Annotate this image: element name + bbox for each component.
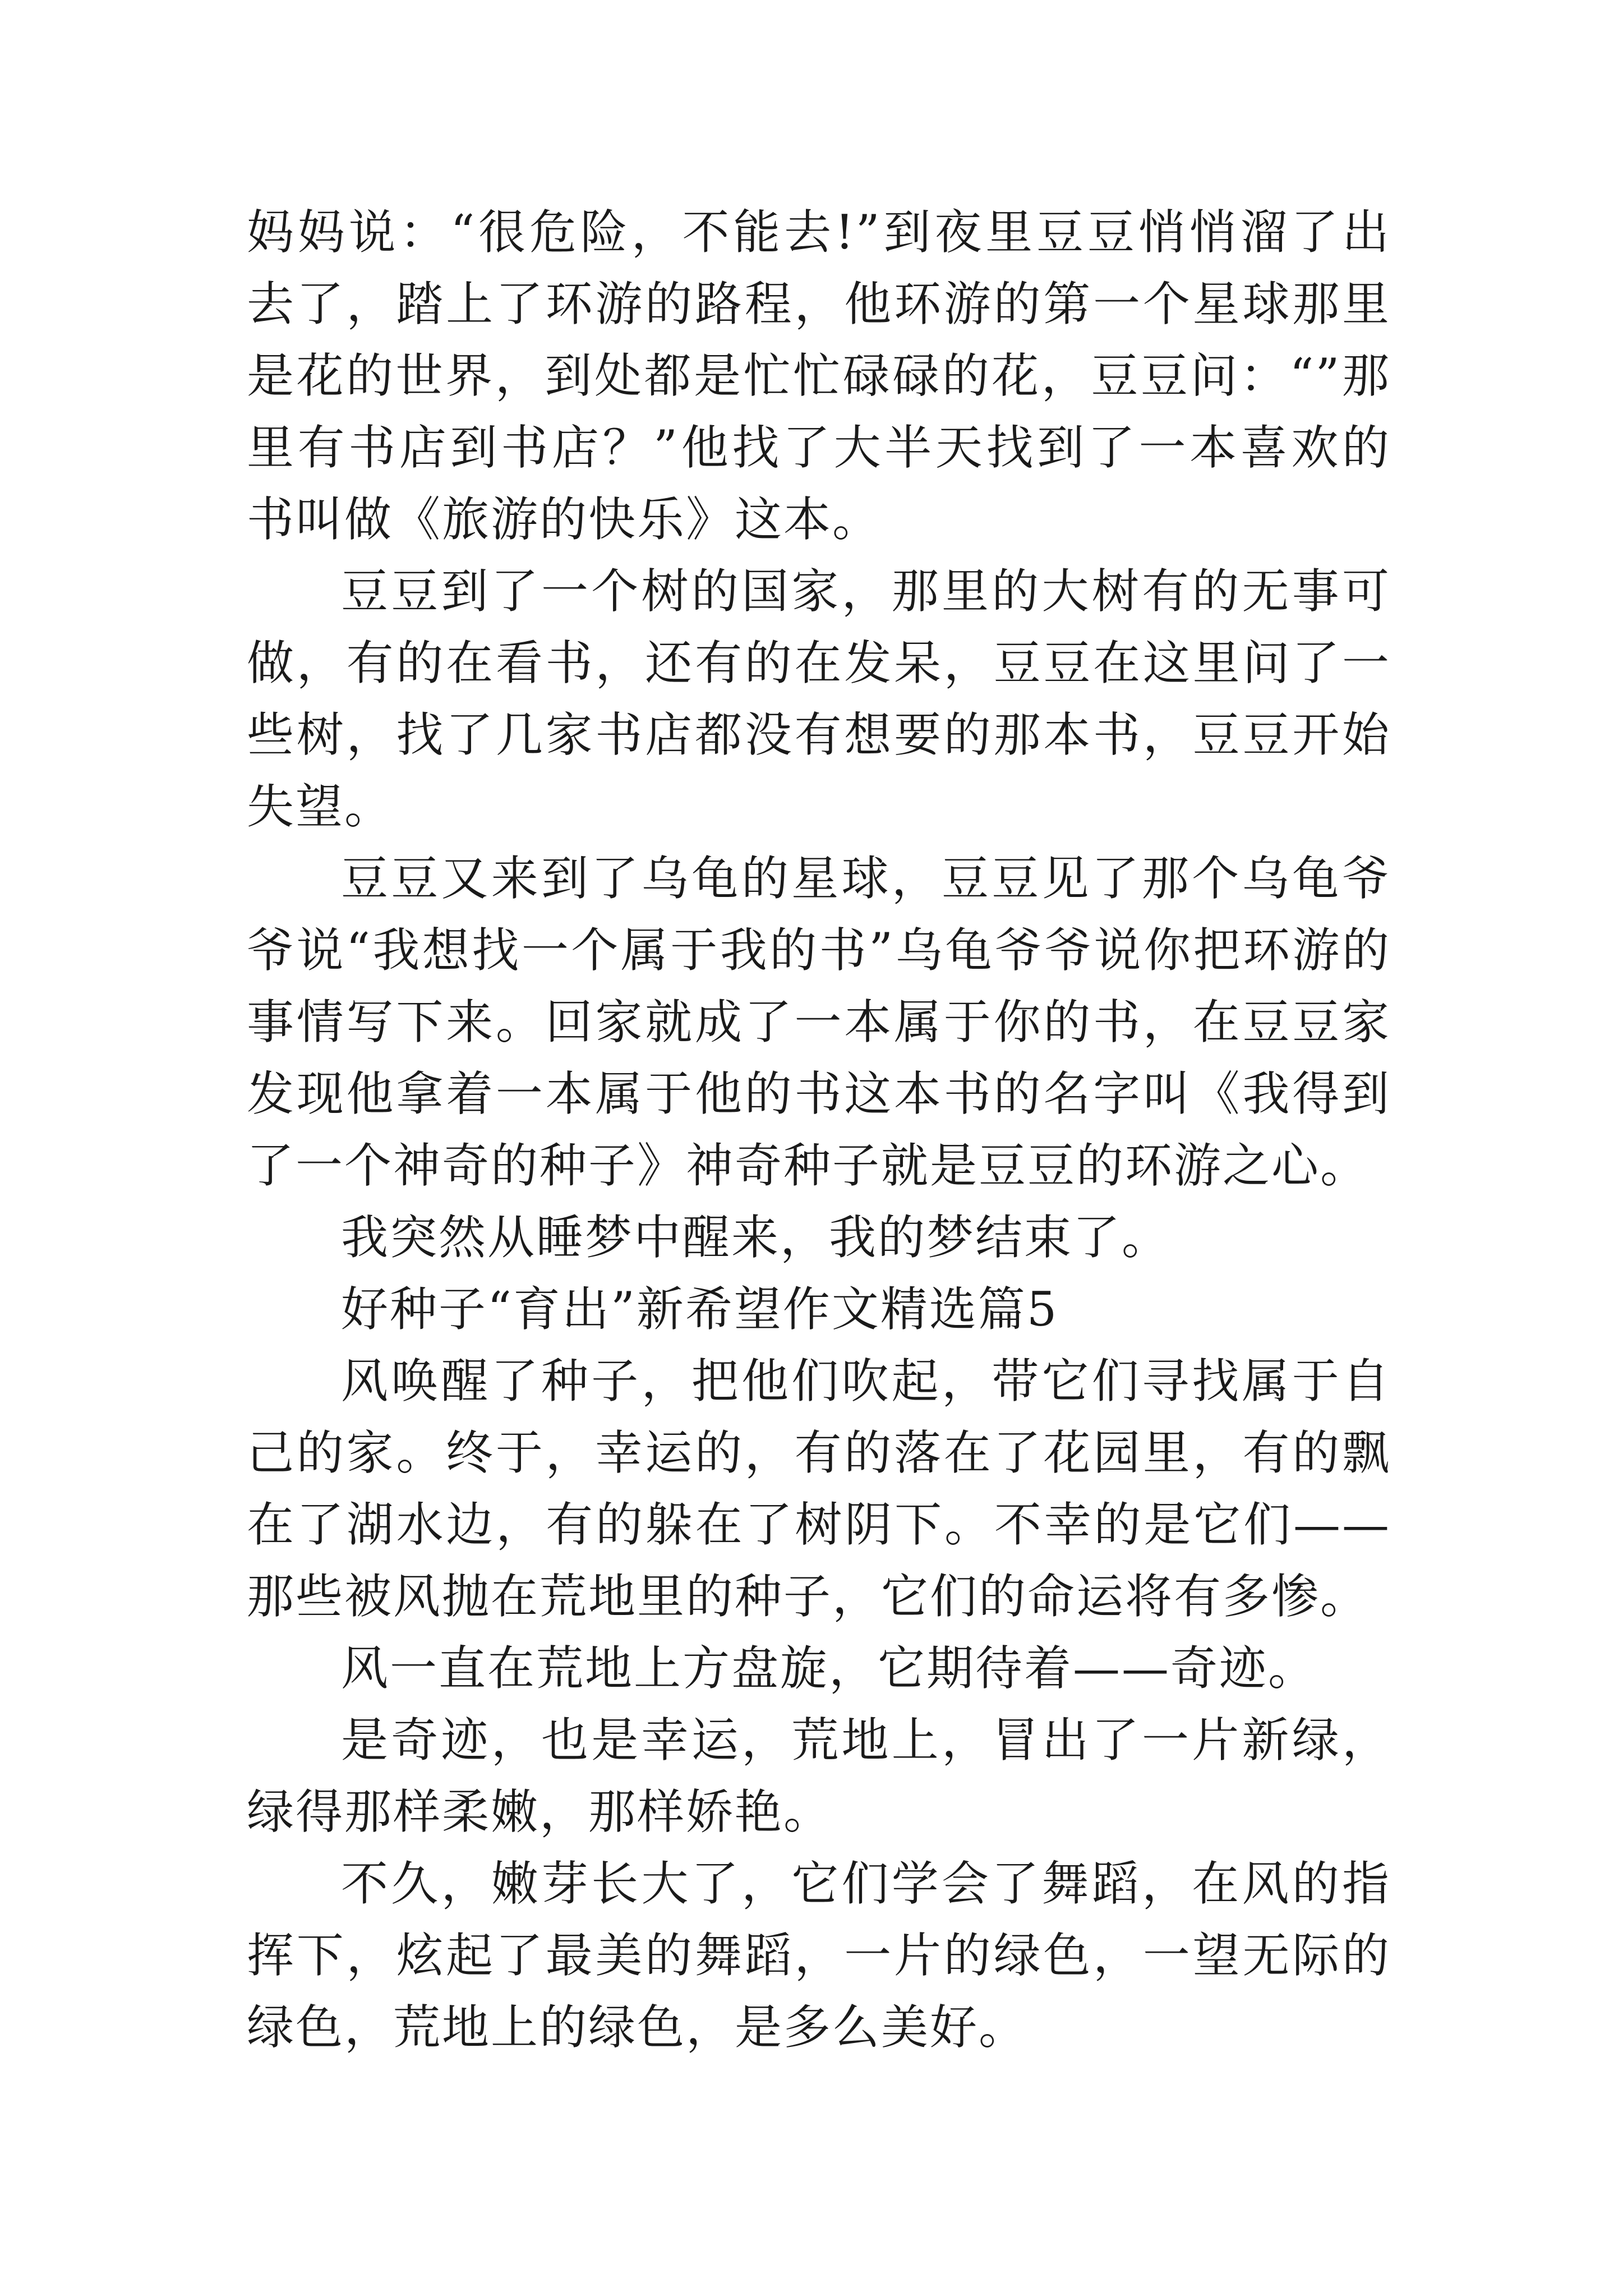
document-body bbox=[247, 196, 1391, 2063]
section-heading: 好种子“育出”新希望作文精选篇5 bbox=[341, 1282, 1059, 1337]
paragraph: 是奇迹，也是幸运，荒地上，冒出了一片新绿，绿得那样柔嫩，那样娇艳。 bbox=[247, 1713, 1391, 1839]
paragraph: 不久，嫩芽长大了，它们学会了舞蹈，在风的指挥下，炫起了最美的舞蹈，一片的绿色，一望无际的绿色，荒地上的绿色，是多么美好。 bbox=[247, 1856, 1391, 2055]
paragraph: 风唤醒了种子，把他们吹起，带它们寻找属于自己的家。终于，幸运的，有的落在了花园里，有的飘在了湖水边，有的躲在了树阴下。不幸的是它们——那些被风抛在荒地里的种子，它们的命运将有多惨。 bbox=[247, 1354, 1391, 1624]
paragraph: 豆豆到了一个树的国家，那里的大树有的无事可做，有的在看书，还有的在发呆，豆豆在这里问了一些树，找了几家书店都没有想要的那本书，豆豆开始失望。 bbox=[247, 564, 1391, 834]
paragraph-continued: 妈妈说：“很危险，不能去!”到夜里豆豆悄悄溜了出去了，踏上了环游的路程，他环游的第一个星球那里是花的世界，到处都是忙忙碌碌的花，豆豆问：“”那里有书店到书店？”他找了大半天找到了一本喜欢的书叫做《旅游的快乐》这本。 bbox=[247, 205, 1391, 547]
paragraph: 豆豆又来到了乌龟的星球，豆豆见了那个乌龟爷爷说“我想找一个属于我的书”乌龟爷爷说你把环游的事情写下来。回家就成了一本属于你的书，在豆豆家发现他拿着一本属于他的书这本书的名字叫《我得到了一个神奇的种子》神奇种子就是豆豆的环游之心。 bbox=[247, 851, 1391, 1193]
paragraph: 风一直在荒地上方盘旋，它期待着——奇迹。 bbox=[341, 1641, 1317, 1696]
paragraph: 我突然从睡梦中醒来，我的梦结束了。 bbox=[341, 1210, 1171, 1265]
